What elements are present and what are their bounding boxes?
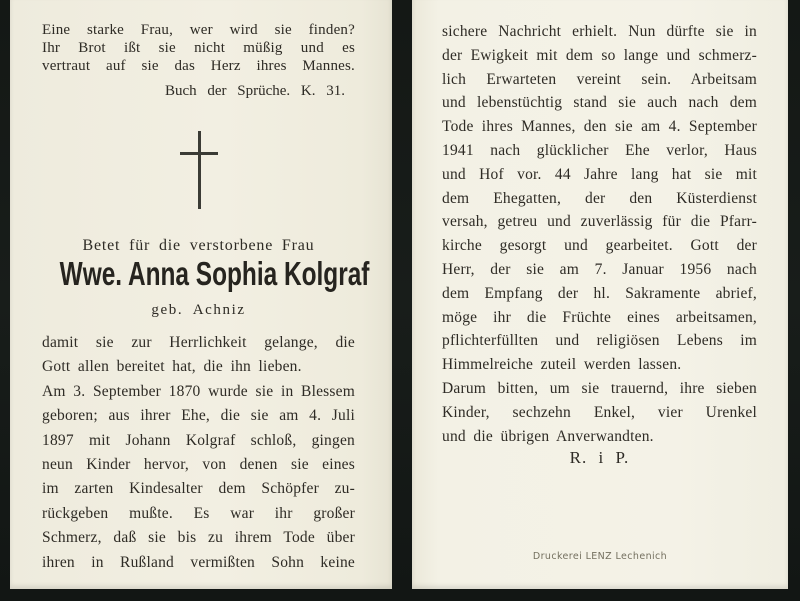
deceased-name: Wwe. Anna Sophia Kolgraf — [59, 255, 370, 292]
rip-line: R. i P. — [569, 448, 630, 467]
body-line: und Hof vor. 44 Jahre lang hat sie mit — [442, 165, 757, 183]
body-line: lich Erwarteten vereint sein. Arbeitsam — [442, 70, 757, 88]
quote-source: Buch der Sprüche. K. 31. — [164, 83, 345, 99]
body-line: ihren in Rußland vermißten Sohn keine — [42, 553, 355, 571]
body-line: Kinder, sechzehn Enkel, vier Urenkel — [442, 403, 757, 421]
body-line: Gott allen bereitet hat, die ihn lieben. — [42, 358, 302, 376]
body-line: versah, getreu und zuverlässig für die Pfarr- — [442, 213, 757, 231]
body-line: möge ihr die Früchte eines arbeitsamen, — [442, 308, 757, 326]
scripture-quote — [42, 22, 355, 76]
body-line: kirche gesorgt und gearbeitet. Gott der — [442, 237, 757, 255]
body-line: pflichterfüllten und religiösen Lebens im — [442, 332, 757, 350]
body-line: rückgeben mußte. Es war ihr großer — [42, 504, 355, 522]
body-line: und die übrigen Anverwandten. — [442, 427, 654, 445]
body-line: 1897 mit Johann Kolgraf schloß, gingen — [42, 431, 355, 449]
quote-line: Eine starke Frau, wer wird sie finden? — [42, 22, 355, 38]
right-page — [412, 0, 788, 589]
body-line: Tode ihres Mannes, den sie am 4. September — [442, 118, 757, 136]
cross-icon — [179, 131, 219, 209]
body-line: und lebenstüchtig stand sie auch nach dem — [442, 94, 757, 112]
body-line: Herr, der sie am 7. Januar 1956 nach — [442, 260, 757, 278]
body-line: dem Ehegatten, der den Küsterdienst — [442, 189, 757, 207]
body-line: geboren; aus ihrer Ehe, die sie am 4. Juli — [42, 407, 355, 425]
body-line: der Ewigkeit mit dem so lange und schmerz- — [442, 46, 757, 64]
printer-credit: Druckerei LENZ Lechenich — [532, 551, 668, 562]
left-body-text — [42, 331, 355, 575]
quote-line: vertraut auf sie das Herz ihres Mannes. — [42, 57, 355, 74]
body-line: Am 3. September 1870 wurde sie in Blessem — [42, 382, 355, 400]
body-line: dem Empfang der hl. Sakramente abrief, — [442, 284, 757, 302]
body-line: Schmerz, daß sie bis zu ihrem Tode über — [42, 529, 355, 547]
quote-line: Ihr Brot ißt sie nicht müßig und es — [42, 39, 355, 56]
left-page — [10, 0, 392, 589]
body-line: damit sie zur Herrlichkeit gelange, die — [42, 334, 355, 351]
body-line: 1941 nach glücklicher Ehe verlor, Haus — [442, 141, 757, 159]
body-line: Himmelreiche zuteil werden lassen. — [442, 356, 682, 374]
maiden-name: geb. Achniz — [151, 302, 246, 318]
body-line: Darum bitten, um sie trauernd, ihre sieben — [442, 379, 757, 397]
right-body-text — [442, 20, 757, 448]
body-line: im zarten Kindesalter dem Schöpfer zu- — [42, 480, 355, 498]
intro-line: Betet für die verstorbene Frau — [82, 237, 315, 254]
body-line: neun Kinder hervor, von denen sie eines — [42, 456, 355, 474]
body-line: sichere Nachricht erhielt. Nun dürfte sie in — [442, 23, 757, 40]
